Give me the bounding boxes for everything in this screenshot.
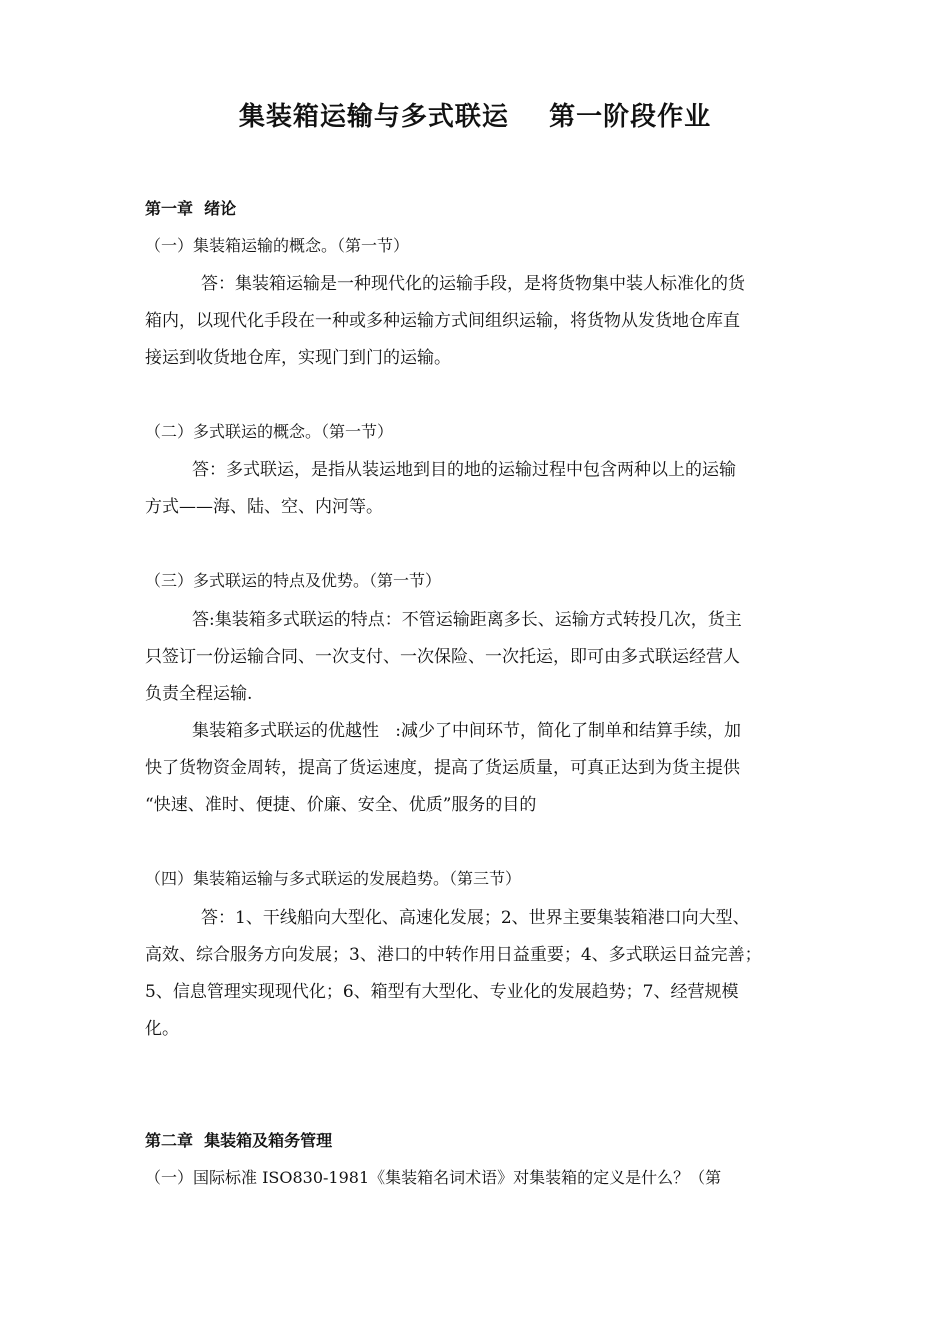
answer-line: 接运到收货地仓库，实现门到门的运输。 xyxy=(145,348,451,368)
answer-line: 答：1、干线船向大型化、高速化发展；2、世界主要集装箱港口向大型、 xyxy=(201,908,750,928)
question-heading: （三）多式联运的特点及优势。（第一节） xyxy=(145,571,442,590)
answer-line: 箱内，以现代化手段在一种或多种运输方式间组织运输，将货物从发货地仓库直 xyxy=(145,311,740,331)
answer-line: 高效、综合服务方向发展；3、港口的中转作用日益重要；4、多式联运日益完善； xyxy=(145,945,762,965)
answer-line: 5、信息管理实现现代化；6、箱型有大型化、专业化的发展趋势；7、经营规模 xyxy=(145,982,739,1002)
answer-line: 快了货物资金周转，提高了货运速度，提高了货运质量，可真正达到为货主提供 xyxy=(145,758,740,778)
chapter-heading: 第一章 绪论 xyxy=(145,199,237,218)
answer-line: 答:集装箱多式联运的特点：不管运输距离多长、运输方式转投几次，货主 xyxy=(192,610,742,630)
answer-line: 答：集装箱运输是一种现代化的运输手段，是将货物集中装人标准化的货 xyxy=(201,274,745,294)
chapter-heading: 第二章 集装箱及箱务管理 xyxy=(145,1131,333,1150)
question-heading: （四）集装箱运输与多式联运的发展趋势。（第三节） xyxy=(145,869,522,888)
answer-line: 集装箱多式联运的优越性 :减少了中间环节，简化了制单和结算手续，加 xyxy=(192,721,741,741)
question-heading: （一）国际标准 ISO830-1981《集装箱名词术语》对集装箱的定义是什么？（第 xyxy=(145,1168,722,1187)
answer-line: 负责全程运输. xyxy=(145,684,253,704)
question-heading: （一）集装箱运输的概念。（第一节） xyxy=(145,236,410,255)
page-title: 集装箱运输与多式联运 第一阶段作业 xyxy=(238,102,712,132)
question-heading: （二）多式联运的概念。（第一节） xyxy=(145,422,394,441)
answer-line: 只签订一份运输合同、一次支付、一次保险、一次托运，即可由多式联运经营人 xyxy=(145,647,740,667)
answer-line: 化。 xyxy=(145,1019,179,1039)
answer-line: 方式——海、陆、空、内河等。 xyxy=(145,497,383,517)
answer-line: “快速、准时、便捷、价廉、安全、优质”服务的目的 xyxy=(145,795,537,815)
answer-line: 答：多式联运，是指从装运地到目的地的运输过程中包含两种以上的运输 xyxy=(192,460,736,480)
